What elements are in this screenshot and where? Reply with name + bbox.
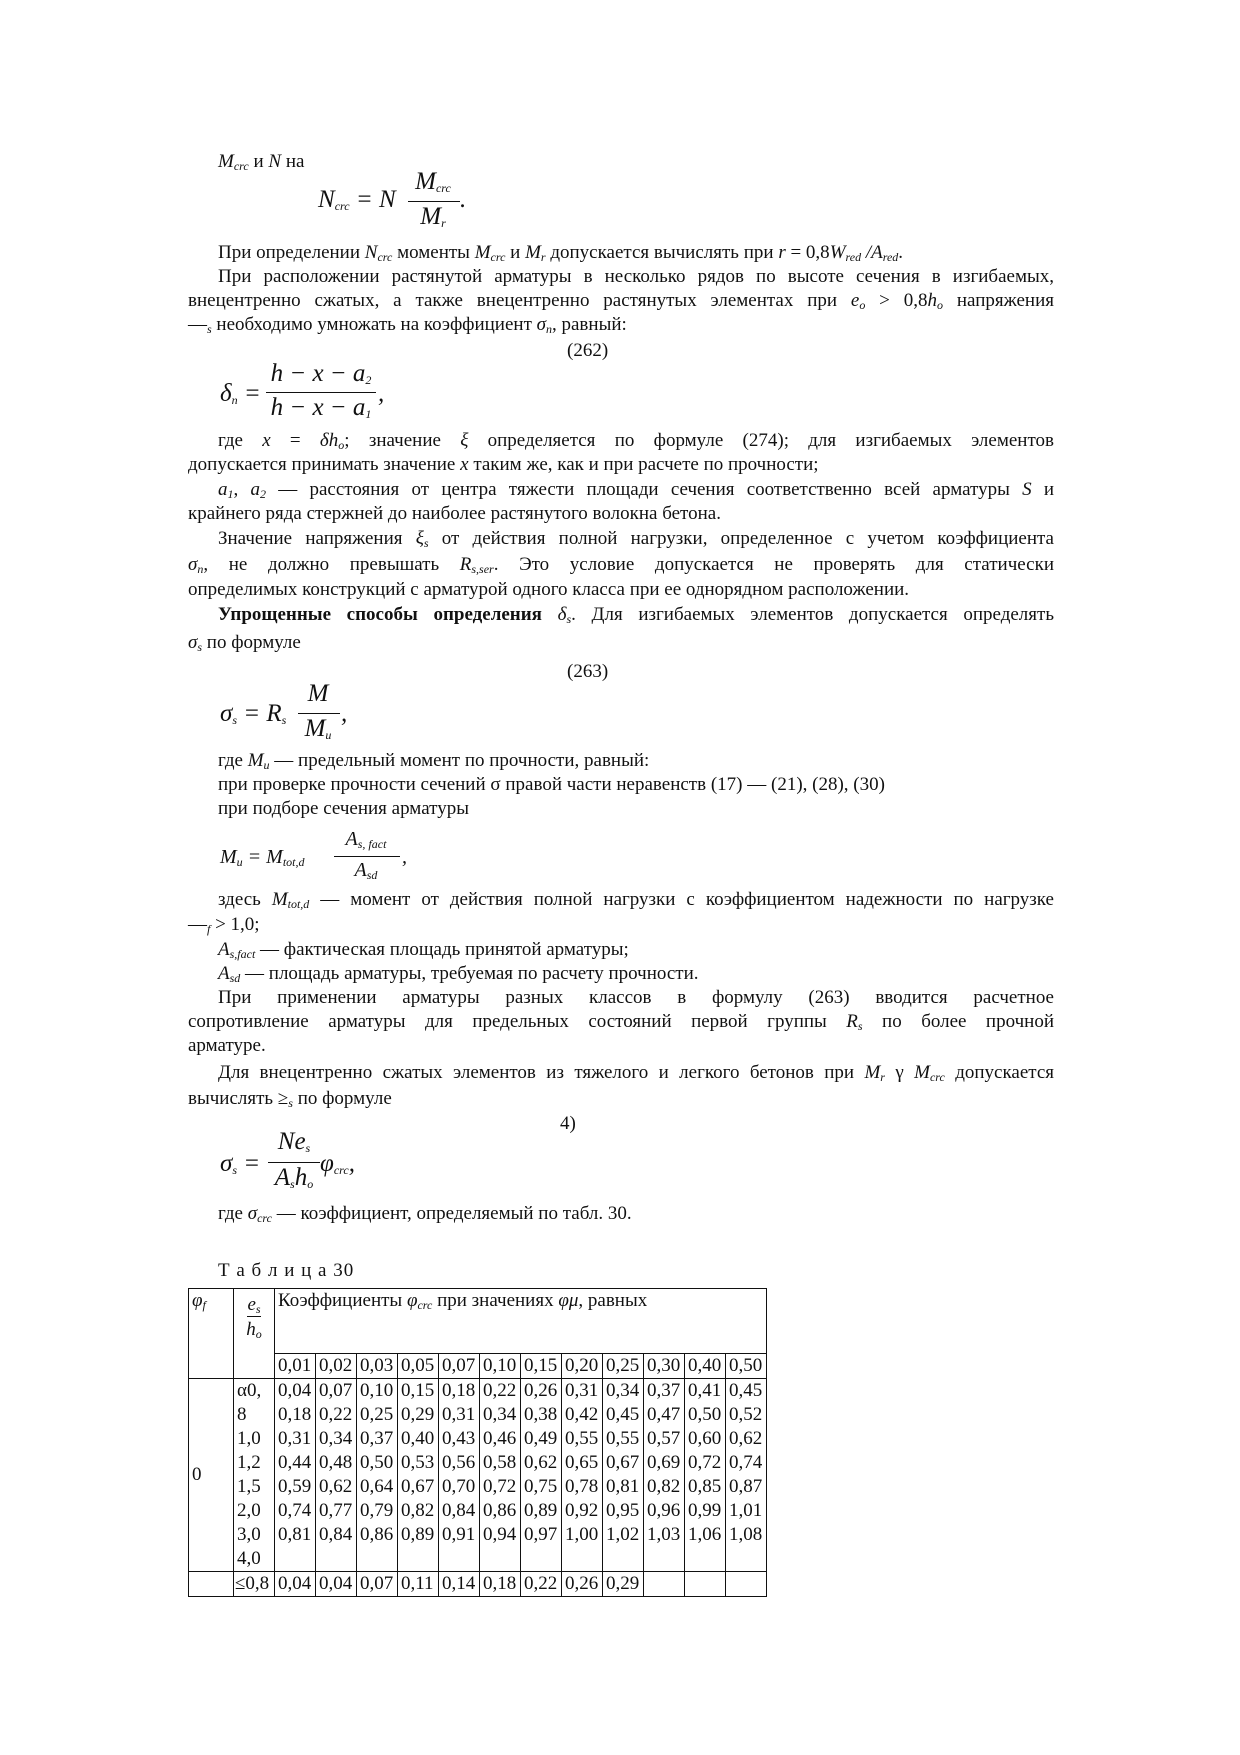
coefficient-value: 0,97 bbox=[524, 1524, 558, 1545]
coefficient-value: 0,53 bbox=[401, 1452, 435, 1473]
coefficient-value: 0,18 bbox=[480, 1572, 521, 1597]
coefficient-value: 0,77 bbox=[319, 1500, 353, 1521]
coefficient-column-cell bbox=[685, 1379, 726, 1572]
coefficient-value: 0,72 bbox=[483, 1476, 517, 1497]
coefficient-value: 0,84 bbox=[442, 1500, 476, 1521]
coefficient-value: 0,82 bbox=[647, 1476, 681, 1497]
coefficient-value: 0,58 bbox=[483, 1452, 517, 1473]
coefficient-value: 0,22 bbox=[319, 1404, 353, 1425]
coefficient-value: 0,25 bbox=[360, 1404, 394, 1425]
coefficient-value: 0,26 bbox=[562, 1572, 603, 1597]
mu-value-cell: 0,05 bbox=[398, 1354, 439, 1379]
coefficient-value: 0,07 bbox=[319, 1380, 353, 1401]
coefficient-value: 0,84 bbox=[319, 1524, 353, 1545]
paragraph-12: $A_{sd}$ — площадь арматуры, требуемая по расчету прочности. bbox=[218, 963, 699, 985]
coefficient-value: 0,86 bbox=[360, 1524, 394, 1545]
header-es-ho: $e_s$ $h_o$ bbox=[234, 1289, 275, 1379]
coefficient-value: 0,62 bbox=[729, 1428, 763, 1449]
coefficient-value: 0,44 bbox=[278, 1452, 312, 1473]
mu-value-cell: 0,20 bbox=[562, 1354, 603, 1379]
table-row bbox=[189, 1379, 767, 1572]
mu-value-cell: 0,15 bbox=[521, 1354, 562, 1379]
coefficient-value: 1,01 bbox=[729, 1500, 763, 1521]
coefficient-value: 0,62 bbox=[524, 1452, 558, 1473]
document-page: $M_{crc}$ и N на $N_{crc} = N$ $M_{crc}$ $M_r$ . При определении $N_{crc}$ моменты $M_{crc}$ и $M_r$ допускается вычислять при $r = 0,8W_{red}$ $/A_{red}$. При расположении растянутой арматуры в несколько рядов по высоте сечения в изгибаемых, внецентренно сжатых, а также внецентренно растянутых элементах при $e_o > 0,8h_o$ напряжения $—_s$ необходимо умножать на коэффициент $\sigma_n$, равный: (262) $\delta_n$ = $h - x - a_2$ $h - x - a_1$ , где $x = \delta h_o$; значение ξ определяется по формуле (274); для изгибаемых элементов допускается принимать значение x таким же, как и при расчете по прочности; $a_1$, $a_2$ — расстояния от центра тяжести площади сечения соответственно всей арматуры S и крайнего ряда стержней до наиболее растянутого волокна бетона. Значение напряжения $\xi_s$ от действия полной нагрузки, определенное с учетом коэффициента $\sigma_n$, не должно превышать $R_{s,ser}$. Это условие допускается не проверять для статически определимых конструкций с арматурой одного класса при ее однорядном расположении. Упрощенные способы определения $\delta_s$. Для изгибаемых элементов допускается определять $\sigma_s$ по формуле (263) $\sigma_s = R_s$ M $M_u$ , где $M_u$ — предельный момент по прочности, равный: при проверке прочности сечений σ правой части неравенств (17) — (21), (28), (30) при подборе сечения арматуры $M_u = M_{tot,d}$ $A_{s, fact}$ $A_{sd}$ , здесь $M_{tot,d}$ — момент от действия полной нагрузки с коэффициентом надежности по нагрузке $—_f > 1,0$; $A_{s,fact}$ — фактическая площадь принятой арматуры; $A_{sd}$ — площадь арматуры, требуемая по расчету прочности. При применении арматуры разных классов в формулу (263) вводится расчетное сопротивление арматуры для предельных состояний первой группы $R_s$ по более прочной арматуре. Для внецентренно сжатых элементов из тяжелого и легкого бетонов при $M_r$ γ $M_{crc}$ допускается вычислять $\ge_s$ по формуле 4) $\sigma_s$ = $Ne_s$ $A_sh_o$ $\varphi_{crc}$, где $\sigma_{crc}$ — коэффициент, определяемый по табл. 30. Т а б л и ц а 30 $\varphi_f$ $e_s$ $h_o$ Коэффициенты $\varphi_{crc}$ при значениях φμ, равных 0,01 0,02 0,03 0,05 0,07 0,10 0,15 0,20 0,25 0,30 0,40 0,50 0 α0, 8 1,0 1,2 1,5 2,0 3,0 4,0 0,04 0,18 0,31 0,44 0,59 0,74 0,81 0,07 0,22 0,34 0,48 0,62 0,77 0,84 0,10 0,25 0,37 0,50 0,64 0,79 0,86 0,15 0,29 0,40 0,53 0,67 0,82 0,89 0,18 0,31 0,43 0,56 0,70 0,84 0,91 0,22 0,34 0,46 0,58 0,72 0,86 0,94 0,26 0,38 0,49 0,62 0,75 0,89 0,97 0,31 0,42 0,55 0,65 0,78 0,92 1,00 0,34 0,45 0,55 0,67 0,81 0,95 1,02 0,37 0,47 0,57 0,69 0,82 0,96 1,03 0,41 0,50 0,60 0,72 0,85 0,99 1,06 0,45 0,52 0,62 0,74 0,87 1,01 1,08 ≤0,8 0,04 0,04 0,07 0,11 0,14 0,18 0,22 0,26 0,29 bbox=[0, 0, 1240, 1755]
coefficient-value: 0,11 bbox=[398, 1572, 439, 1597]
coefficient-value: 0,37 bbox=[360, 1428, 394, 1449]
coefficient-column-cell bbox=[480, 1379, 521, 1572]
coefficient-value: 0,50 bbox=[688, 1404, 722, 1425]
coefficient-value: 0,89 bbox=[401, 1524, 435, 1545]
coefficient-value: 0,65 bbox=[565, 1452, 599, 1473]
coefficient-value: 0,70 bbox=[442, 1476, 476, 1497]
row-phi-value bbox=[189, 1572, 234, 1597]
coefficient-value bbox=[685, 1572, 726, 1597]
row-phi-value: 0 bbox=[189, 1379, 234, 1572]
coefficient-value: 0,92 bbox=[565, 1500, 599, 1521]
mu-value-cell: 0,25 bbox=[603, 1354, 644, 1379]
es-value: 4,0 bbox=[237, 1548, 261, 1569]
coefficient-column-cell bbox=[275, 1379, 316, 1572]
coefficient-value: 0,45 bbox=[606, 1404, 640, 1425]
coefficient-value: 0,34 bbox=[483, 1404, 517, 1425]
coefficient-value: 0,41 bbox=[688, 1380, 722, 1401]
coefficient-value: 0,22 bbox=[521, 1572, 562, 1597]
paragraph-7: где $M_u$ — предельный момент по прочности, равный: bbox=[218, 750, 650, 772]
coefficient-value: 0,95 bbox=[606, 1500, 640, 1521]
equation-number-264: 4) bbox=[560, 1113, 576, 1134]
coefficient-value: 0,85 bbox=[688, 1476, 722, 1497]
paragraph-8: при проверке прочности сечений σ правой части неравенств (17) — (21), (28), (30) bbox=[218, 774, 885, 795]
coefficient-value: 0,26 bbox=[524, 1380, 558, 1401]
coefficient-value: 0,81 bbox=[606, 1476, 640, 1497]
header-coefficients: Коэффициенты $\varphi_{crc}$ при значениях φμ, равных bbox=[275, 1289, 767, 1354]
coefficient-value: 0,38 bbox=[524, 1404, 558, 1425]
table-row bbox=[189, 1572, 767, 1597]
coefficient-value: 0,04 bbox=[316, 1572, 357, 1597]
es-value: α0, bbox=[237, 1380, 262, 1401]
mu-value-cell: 0,40 bbox=[685, 1354, 726, 1379]
es-value: 8 bbox=[237, 1404, 247, 1425]
coefficient-value: 0,43 bbox=[442, 1428, 476, 1449]
coefficient-value: 0,48 bbox=[319, 1452, 353, 1473]
coefficient-value: 0,31 bbox=[278, 1428, 312, 1449]
coefficient-value: 0,69 bbox=[647, 1452, 681, 1473]
equation-number-262: (262) bbox=[567, 340, 609, 361]
coefficient-value: 0,31 bbox=[442, 1404, 476, 1425]
coefficient-value: 0,57 bbox=[647, 1428, 681, 1449]
coefficient-value: 0,31 bbox=[565, 1380, 599, 1401]
row-es-values bbox=[234, 1379, 275, 1572]
coefficient-value: 0,10 bbox=[360, 1380, 394, 1401]
table-30 bbox=[188, 1288, 767, 1597]
paragraph-11: $A_{s,fact}$ — фактическая площадь принятой арматуры; bbox=[218, 939, 629, 961]
coefficient-value: 1,06 bbox=[688, 1524, 722, 1545]
coefficient-value: 1,00 bbox=[565, 1524, 599, 1545]
coefficient-value: 0,47 bbox=[647, 1404, 681, 1425]
coefficient-value: 0,89 bbox=[524, 1500, 558, 1521]
coefficient-value: 0,87 bbox=[729, 1476, 763, 1497]
paragraph-15: где $\sigma_{crc}$ — коэффициент, определяемый по табл. 30. bbox=[218, 1203, 632, 1225]
coefficient-value: 0,86 bbox=[483, 1500, 517, 1521]
coefficient-value: 0,46 bbox=[483, 1428, 517, 1449]
mu-value-cell: 0,01 bbox=[275, 1354, 316, 1379]
paragraph-9: при подборе сечения арматуры bbox=[218, 798, 469, 819]
coefficient-value: 0,67 bbox=[606, 1452, 640, 1473]
coefficient-value bbox=[644, 1572, 685, 1597]
coefficient-value: 0,14 bbox=[439, 1572, 480, 1597]
mu-value-cell: 0,02 bbox=[316, 1354, 357, 1379]
paragraph-1: При определении $N_{crc}$ моменты $M_{crc}$ и $M_r$ допускается вычислять при $r = 0,8W_{red}$ $/A_{red}$. bbox=[218, 242, 904, 264]
coefficient-value: 0,96 bbox=[647, 1500, 681, 1521]
coefficient-value bbox=[726, 1572, 767, 1597]
coefficient-value: 0,62 bbox=[319, 1476, 353, 1497]
coefficient-value: 0,29 bbox=[603, 1572, 644, 1597]
coefficient-value: 0,18 bbox=[278, 1404, 312, 1425]
mu-value-cell: 0,10 bbox=[480, 1354, 521, 1379]
coefficient-value: 0,64 bbox=[360, 1476, 394, 1497]
mu-value-cell: 0,03 bbox=[357, 1354, 398, 1379]
header-phi-f: $\varphi_f$ bbox=[189, 1289, 234, 1379]
coefficient-value: 0,74 bbox=[729, 1452, 763, 1473]
mu-value-cell: 0,50 bbox=[726, 1354, 767, 1379]
coefficient-value: 0,55 bbox=[606, 1428, 640, 1449]
coefficient-value: 0,45 bbox=[729, 1380, 763, 1401]
coefficient-value: 0,29 bbox=[401, 1404, 435, 1425]
coefficient-column-cell bbox=[726, 1379, 767, 1572]
coefficient-value: 0,91 bbox=[442, 1524, 476, 1545]
coefficient-column-cell bbox=[398, 1379, 439, 1572]
es-value: 2,0 bbox=[237, 1500, 261, 1521]
coefficient-value: 0,56 bbox=[442, 1452, 476, 1473]
coefficient-column-cell bbox=[357, 1379, 398, 1572]
coefficient-value: 0,81 bbox=[278, 1524, 312, 1545]
coefficient-value: 0,60 bbox=[688, 1428, 722, 1449]
coefficient-column-cell bbox=[439, 1379, 480, 1572]
coefficient-value: 0,49 bbox=[524, 1428, 558, 1449]
coefficient-value: 0,74 bbox=[278, 1500, 312, 1521]
header-mu-values-row bbox=[189, 1354, 767, 1379]
coefficient-value: 0,72 bbox=[688, 1452, 722, 1473]
mu-value-cell: 0,30 bbox=[644, 1354, 685, 1379]
coefficient-value: 0,75 bbox=[524, 1476, 558, 1497]
mu-value-cell: 0,07 bbox=[439, 1354, 480, 1379]
coefficient-value: 0,78 bbox=[565, 1476, 599, 1497]
coefficient-value: 0,55 bbox=[565, 1428, 599, 1449]
table-caption: Т а б л и ц а 30 bbox=[218, 1260, 355, 1281]
coefficient-value: 1,03 bbox=[647, 1524, 681, 1545]
coefficient-value: 0,50 bbox=[360, 1452, 394, 1473]
coefficient-column-cell bbox=[316, 1379, 357, 1572]
coefficient-value: 0,52 bbox=[729, 1404, 763, 1425]
coefficient-column-cell bbox=[603, 1379, 644, 1572]
coefficient-value: 0,40 bbox=[401, 1428, 435, 1449]
coefficient-value: 0,59 bbox=[278, 1476, 312, 1497]
coefficient-value: 0,04 bbox=[275, 1572, 316, 1597]
coefficient-value: 0,07 bbox=[357, 1572, 398, 1597]
intro-line: $M_{crc}$ и N на bbox=[218, 151, 305, 173]
coefficient-value: 0,37 bbox=[647, 1380, 681, 1401]
es-value: 3,0 bbox=[237, 1524, 261, 1545]
coefficient-column-cell bbox=[521, 1379, 562, 1572]
coefficient-value: 1,08 bbox=[729, 1524, 763, 1545]
coefficient-value: 0,18 bbox=[442, 1380, 476, 1401]
coefficient-value: 0,15 bbox=[401, 1380, 435, 1401]
es-value: 1,5 bbox=[237, 1476, 261, 1497]
es-value: 1,0 bbox=[237, 1428, 261, 1449]
coefficient-value: 0,42 bbox=[565, 1404, 599, 1425]
coefficient-value: 0,82 bbox=[401, 1500, 435, 1521]
coefficient-value: 0,94 bbox=[483, 1524, 517, 1545]
coefficient-value: 1,02 bbox=[606, 1524, 640, 1545]
coefficient-value: 0,04 bbox=[278, 1380, 312, 1401]
coefficient-value: 0,34 bbox=[319, 1428, 353, 1449]
coefficient-column-cell bbox=[562, 1379, 603, 1572]
coefficient-value: 0,67 bbox=[401, 1476, 435, 1497]
equation-number-263: (263) bbox=[567, 661, 609, 682]
coefficient-value: 0,99 bbox=[688, 1500, 722, 1521]
row-es-value: ≤0,8 bbox=[234, 1572, 275, 1597]
coefficient-value: 0,22 bbox=[483, 1380, 517, 1401]
coefficient-value: 0,34 bbox=[606, 1380, 640, 1401]
coefficient-value: 0,79 bbox=[360, 1500, 394, 1521]
coefficient-column-cell bbox=[644, 1379, 685, 1572]
es-value: 1,2 bbox=[237, 1452, 261, 1473]
